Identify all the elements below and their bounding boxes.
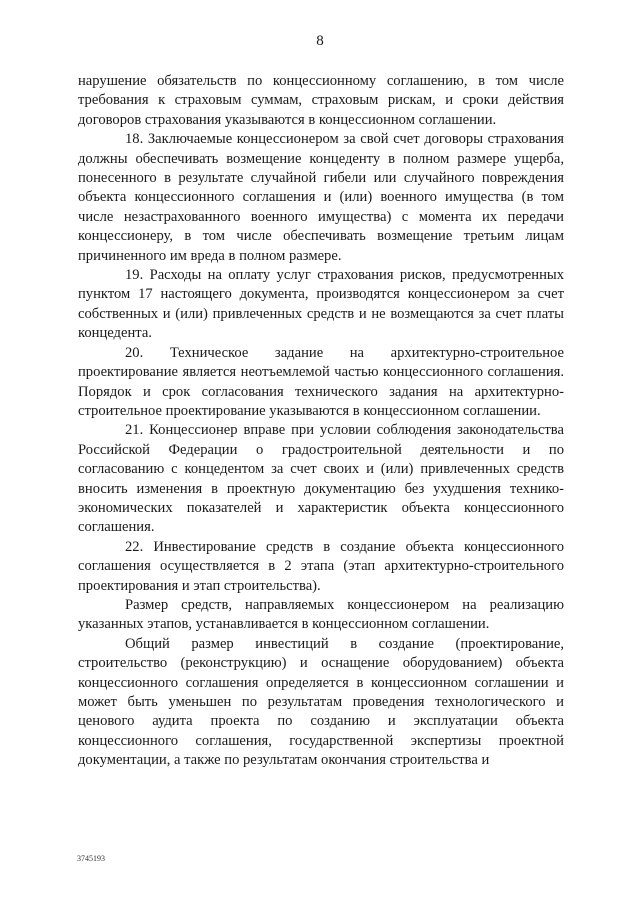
paragraph-18: 18. Заключаемые концессионером за свой счет договоры страхования должны обеспечивать возмещение концеденту в полном размере ущерба, понесенного в результате случайной гибели или случайного повреждения объекта концессионного соглашения и (или) военного имущества (в том числе незастрахованного военного имущества) с момента их передачи концессионеру, в том числе обеспечивать возмещение третьим лицам причиненного им вреда в полном размере.	[78, 131, 564, 264]
paragraph-21: 21. Концессионер вправе при условии соблюдения законодательства Российской Федерации о градостроительной деятельности и по согласованию с концедентом за счет своих и (или) привлеченных средств вносить изменения в проектную документацию без ухудшения технико-экономических показателей и характеристик объекта концессионного соглашения.	[78, 422, 564, 536]
paragraph-continuation: нарушение обязательств по концессионному соглашению, в том числе требования к страховым суммам, страховым рискам, и сроки действия договоров страхования указываются в концессионном соглашении.	[78, 73, 564, 128]
paragraph-22-total-investment: Общий размер инвестиций в создание (проектирование, строительство (реконструкцию) и оснащение оборудованием) объекта концессионного соглашения определяется в концессионном соглашении и может быть уменьшен по результатам проведения технологического и ценового аудита проекта по созданию и эксплуатации объекта концессионного соглашения, государственной экспертизы проектной документации, а также по результатам окончания строительства и	[78, 635, 564, 769]
page-number: 8	[316, 33, 324, 49]
paragraph-19: 19. Расходы на оплату услуг страхования рисков, предусмотренных пунктом 17 настоящего документа, производятся концессионером за счет собственных и (или) привлеченных средств и не возмещаются за счет платы концедента.	[78, 267, 564, 342]
paragraph-22-funding-size: Размер средств, направляемых концессионером на реализацию указанных этапов, устанавливается в концессионном соглашении.	[78, 596, 564, 633]
footer-document-code: 3745193	[77, 854, 105, 863]
document-body	[78, 72, 564, 771]
paragraph-22: 22. Инвестирование средств в создание объекта концессионного соглашения осуществляется в 2 этапа (этап архитектурно-строительного проектирования и этап строительства).	[78, 538, 564, 594]
paragraph-20: 20. Техническое задание на архитектурно-строительное проектирование является неотъемлемой частью концессионного соглашения. Порядок и срок согласования технического задания на архитектурно-строительное проектирование указываются в концессионном соглашении.	[78, 344, 564, 419]
